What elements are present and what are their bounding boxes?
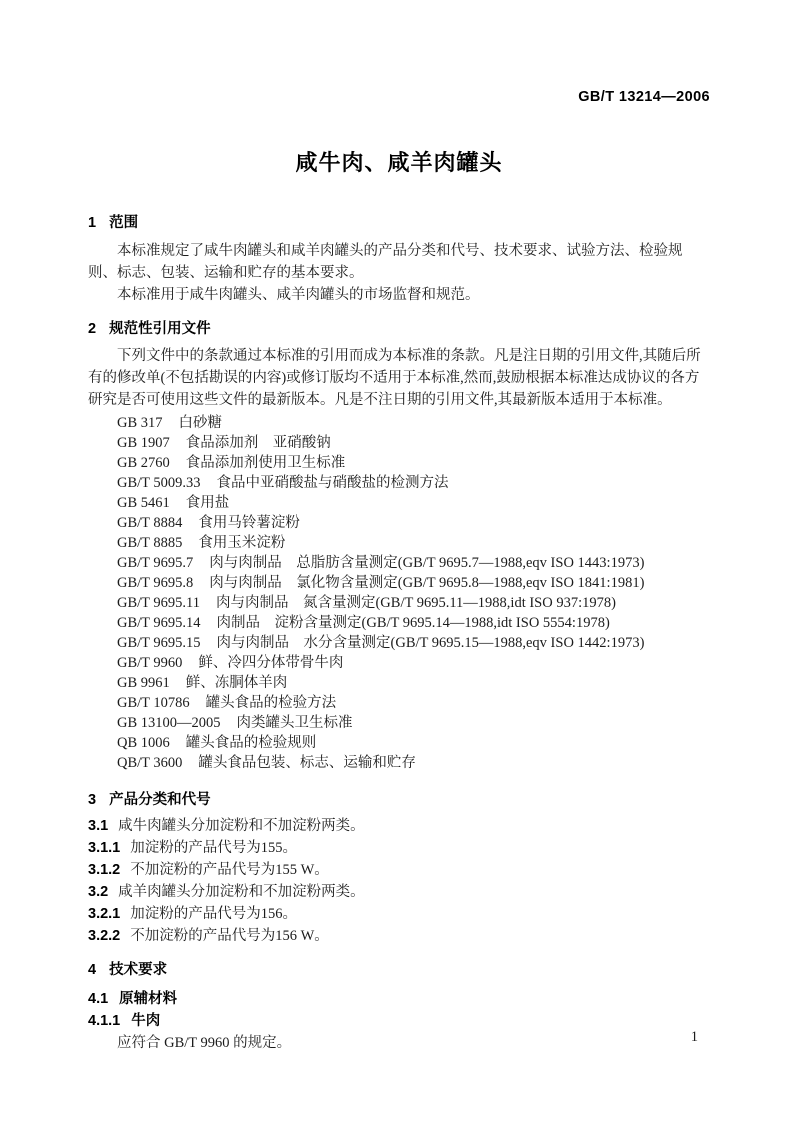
clause-text: 咸牛肉罐头分加淀粉和不加淀粉两类。 xyxy=(118,818,365,834)
section-number: 1 xyxy=(88,215,97,231)
reference-title: 食用马铃薯淀粉 xyxy=(198,515,300,531)
clause-number: 3.2.2 xyxy=(88,928,121,944)
paragraph: 下列文件中的条款通过本标准的引用而成为本标准的条款。凡是注日期的引用文件,其随后所有的修改单(不包括勘误的内容)或修订版均不适用于本标准,然而,鼓励根据本标准达成协议的各方研究是否可使用这些文件的最新版本。凡是不注日期的引用文件,其最新版本适用于本标准。 xyxy=(88,348,701,408)
clause-text: 加淀粉的产品代号为155。 xyxy=(130,840,297,856)
reference-item xyxy=(88,453,710,473)
section-normative-references xyxy=(88,318,710,773)
clause-number: 3.2 xyxy=(88,884,109,900)
reference-title: 鲜、冷四分体带骨牛肉 xyxy=(198,655,344,671)
reference-code: GB/T 9695.15 xyxy=(117,635,201,651)
clause-number: 3.2.1 xyxy=(88,906,121,922)
reference-title: 肉制品 淀粉含量测定(GB/T 9695.14—1988,idt ISO 5554:1978) xyxy=(216,615,610,631)
clause-item xyxy=(88,925,710,947)
reference-code: GB 9961 xyxy=(117,675,170,691)
reference-title: 肉与肉制品 水分含量测定(GB/T 9695.15—1988,eqv ISO 1442:1973) xyxy=(216,635,645,651)
reference-code: QB 1006 xyxy=(117,735,170,751)
subsection-heading xyxy=(88,988,710,1010)
reference-title: 肉类罐头卫生标准 xyxy=(236,715,353,731)
reference-title: 罐头食品的检验规则 xyxy=(185,735,317,751)
reference-item xyxy=(88,553,710,573)
reference-code: GB/T 8885 xyxy=(117,535,183,551)
reference-code: GB/T 9695.11 xyxy=(117,595,200,611)
reference-code: GB/T 9695.14 xyxy=(117,615,201,631)
page-number: 1 xyxy=(690,1029,698,1045)
reference-item xyxy=(88,613,710,633)
reference-code: GB/T 9960 xyxy=(117,655,183,671)
reference-item xyxy=(88,493,710,513)
reference-title: 食品添加剂使用卫生标准 xyxy=(185,455,346,471)
subsection-title: 原辅材料 xyxy=(119,991,178,1007)
reference-item xyxy=(88,473,710,493)
reference-code: GB/T 8884 xyxy=(117,515,183,531)
reference-item xyxy=(88,653,710,673)
section-heading xyxy=(88,789,710,811)
subsection-number: 4.1.1 xyxy=(88,1013,121,1029)
section-title: 产品分类和代号 xyxy=(109,792,211,808)
reference-title: 罐头食品包装、标志、运输和贮存 xyxy=(198,755,416,771)
clause-list xyxy=(88,815,710,947)
clause-text: 加淀粉的产品代号为156。 xyxy=(130,906,297,922)
clause-number: 3.1 xyxy=(88,818,109,834)
section-heading xyxy=(88,959,710,981)
reference-item xyxy=(88,693,710,713)
reference-title: 白砂糖 xyxy=(178,415,223,431)
clause-text: 不加淀粉的产品代号为156 W。 xyxy=(130,928,329,944)
reference-code: GB/T 5009.33 xyxy=(117,475,201,491)
section-number: 4 xyxy=(88,962,97,978)
reference-title: 食品中亚硝酸盐与硝酸盐的检测方法 xyxy=(216,475,449,491)
clause-number: 3.1.1 xyxy=(88,840,121,856)
reference-title: 食用盐 xyxy=(185,495,230,511)
reference-item xyxy=(88,733,710,753)
reference-code: GB 317 xyxy=(117,415,163,431)
clause-item xyxy=(88,859,710,881)
paragraph: 本标准用于咸牛肉罐头、咸羊肉罐头的市场监督和规范。 xyxy=(117,287,480,303)
document-title: 咸牛肉、咸羊肉罐头 xyxy=(295,150,503,175)
subsection-heading xyxy=(88,1010,710,1032)
section-title: 范围 xyxy=(109,215,139,231)
section-heading xyxy=(88,318,710,340)
reference-item xyxy=(88,713,710,733)
reference-item xyxy=(88,673,710,693)
clause-item xyxy=(88,837,710,859)
reference-code: GB/T 9695.8 xyxy=(117,575,194,591)
reference-title: 食用玉米淀粉 xyxy=(198,535,286,551)
reference-item xyxy=(88,513,710,533)
clause-item xyxy=(88,815,710,837)
paragraph: 应符合 GB/T 9960 的规定。 xyxy=(117,1035,292,1051)
reference-title: 鲜、冻胴体羊肉 xyxy=(185,675,288,691)
section-title: 规范性引用文件 xyxy=(109,321,211,337)
reference-title: 肉与肉制品 氯化物含量测定(GB/T 9695.8—1988,eqv ISO 1841:1981) xyxy=(209,575,645,591)
reference-title: 食品添加剂 亚硝酸钠 xyxy=(185,435,331,451)
reference-item xyxy=(88,533,710,553)
section-heading xyxy=(88,212,710,234)
section-number: 3 xyxy=(88,792,97,808)
reference-item xyxy=(88,633,710,653)
reference-code: QB/T 3600 xyxy=(117,755,183,771)
reference-code: GB 2760 xyxy=(117,455,170,471)
section-title: 技术要求 xyxy=(109,962,168,978)
reference-code: GB/T 10786 xyxy=(117,695,190,711)
reference-list xyxy=(88,413,710,773)
reference-code: GB 1907 xyxy=(117,435,170,451)
clause-number: 3.1.2 xyxy=(88,862,121,878)
reference-item xyxy=(88,413,710,433)
reference-title: 肉与肉制品 总脂肪含量测定(GB/T 9695.7—1988,eqv ISO 1443:1973) xyxy=(209,555,645,571)
subsection-title: 牛肉 xyxy=(131,1013,161,1029)
standard-number: GB/T 13214—2006 xyxy=(578,89,710,105)
section-technical-requirements xyxy=(88,959,710,1054)
section-number: 2 xyxy=(88,321,97,337)
paragraph: 本标准规定了咸牛肉罐头和咸羊肉罐头的产品分类和代号、技术要求、试验方法、检验规则、标志、包装、运输和贮存的基本要求。 xyxy=(88,243,683,281)
clause-item xyxy=(88,881,710,903)
reference-code: GB 5461 xyxy=(117,495,170,511)
clause-item xyxy=(88,903,710,925)
reference-title: 罐头食品的检验方法 xyxy=(205,695,337,711)
reference-title: 肉与肉制品 氮含量测定(GB/T 9695.11—1988,idt ISO 937:1978) xyxy=(215,595,616,611)
clause-text: 咸羊肉罐头分加淀粉和不加淀粉两类。 xyxy=(118,884,365,900)
reference-item xyxy=(88,593,710,613)
reference-item xyxy=(88,573,710,593)
section-classification xyxy=(88,789,710,947)
clause-text: 不加淀粉的产品代号为155 W。 xyxy=(130,862,329,878)
subsection-number: 4.1 xyxy=(88,991,109,1007)
reference-code: GB 13100—2005 xyxy=(117,715,221,731)
reference-code: GB/T 9695.7 xyxy=(117,555,194,571)
reference-item xyxy=(88,433,710,453)
reference-item xyxy=(88,753,710,773)
section-scope xyxy=(88,212,710,306)
